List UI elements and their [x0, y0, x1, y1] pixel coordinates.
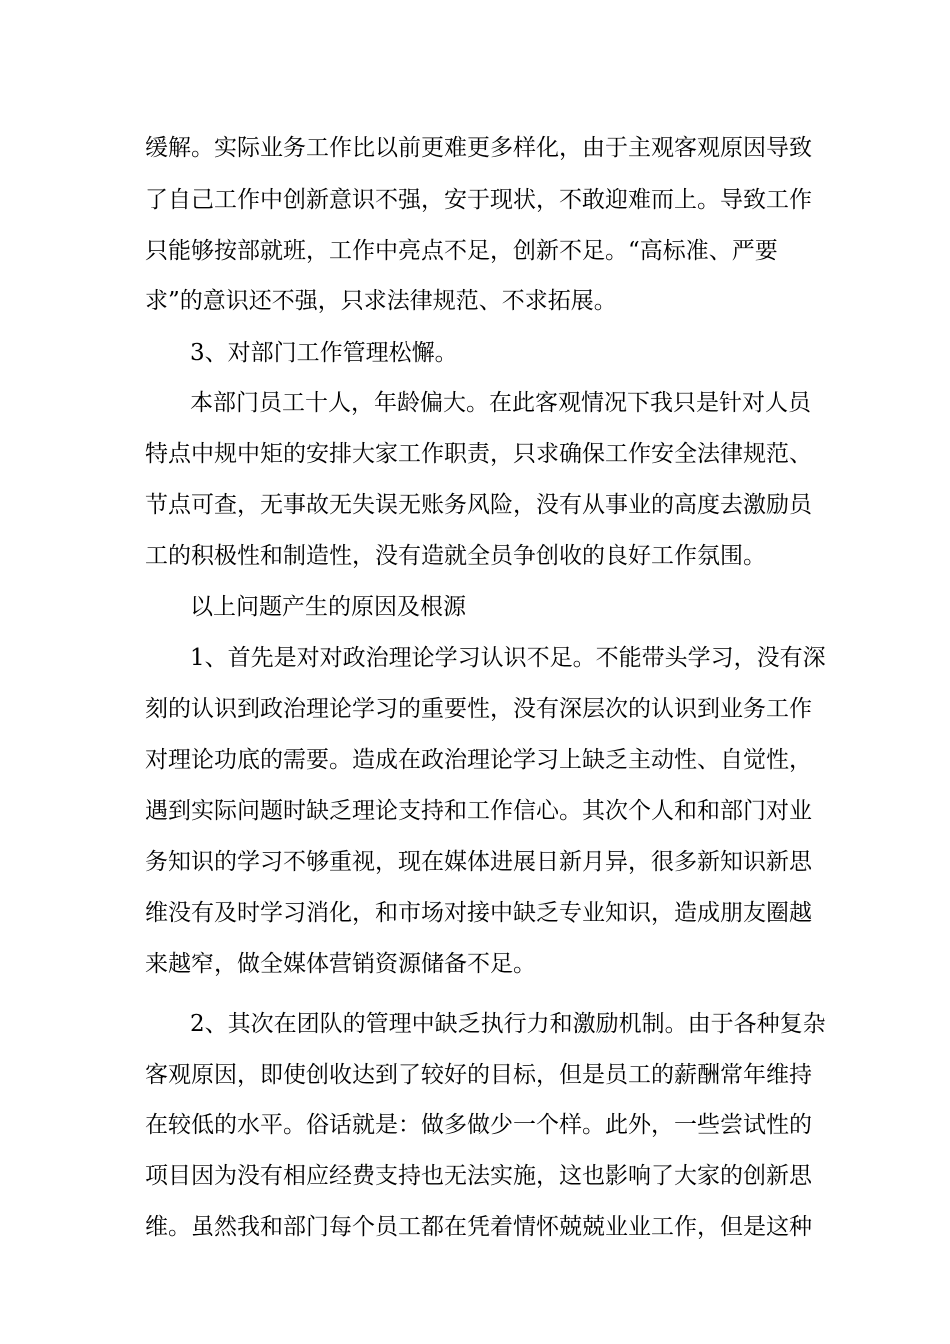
paragraph-first-line: 1、首先是对对政治理论学习认识不足。不能带头学习，没有深 [190, 645, 826, 671]
text-line: 维。虽然我和部门每个员工都在凭着情怀兢兢业业工作，但是这种 [145, 1214, 812, 1240]
text-line: 在较低的水平。俗话就是：做多做少一个样。此外，一些尝试性的 [145, 1112, 812, 1138]
text-line: 对理论功底的需要。造成在政治理论学习上缺乏主动性、自觉性， [145, 747, 812, 773]
section-heading: 3、对部门工作管理松懈。 [190, 340, 458, 366]
text-line: 刻的认识到政治理论学习的重要性，没有深层次的认识到业务工作 [145, 696, 812, 722]
text-line: 节点可查，无事故无失误无账务风险，没有从事业的高度去激励员 [145, 492, 812, 518]
text-line: 遇到实际问题时缺乏理论支持和工作信心。其次个人和和部门对业 [145, 798, 812, 824]
text-line: 工的积极性和制造性，没有造就全员争创收的良好工作氛围。 [145, 543, 766, 569]
text-line: 客观原因，即使创收达到了较好的目标，但是员工的薪酬常年维持 [145, 1062, 812, 1088]
text-line: 只能够按部就班，工作中亮点不足，创新不足。“高标准、严要 [145, 238, 778, 264]
text-line: 来越窄，做全媒体营销资源储备不足。 [145, 951, 536, 977]
paragraph-first-line: 2、其次在团队的管理中缺乏执行力和激励机制。由于各种复杂 [190, 1011, 826, 1037]
text-line: 项目因为没有相应经费支持也无法实施，这也影响了大家的创新思 [145, 1163, 812, 1189]
text-line: 缓解。实际业务工作比以前更难更多样化，由于主观客观原因导致 [145, 135, 812, 161]
text-line: 特点中规中矩的安排大家工作职责，只求确保工作安全法律规范、 [145, 441, 812, 467]
text-line: 维没有及时学习消化，和市场对接中缺乏专业知识，造成朋友圈越 [145, 900, 812, 926]
section-heading: 以上问题产生的原因及根源 [190, 594, 466, 620]
text-line: 求”的意识还不强，只求法律规范、不求拓展。 [145, 288, 617, 314]
paragraph-first-line: 本部门员工十人，年龄偏大。在此客观情况下我只是针对人员 [190, 390, 811, 416]
text-line: 务知识的学习不够重视，现在媒体进展日新月异，很多新知识新思 [145, 849, 812, 875]
text-line: 了自己工作中创新意识不强，安于现状，不敢迎难而上。导致工作 [145, 187, 812, 213]
